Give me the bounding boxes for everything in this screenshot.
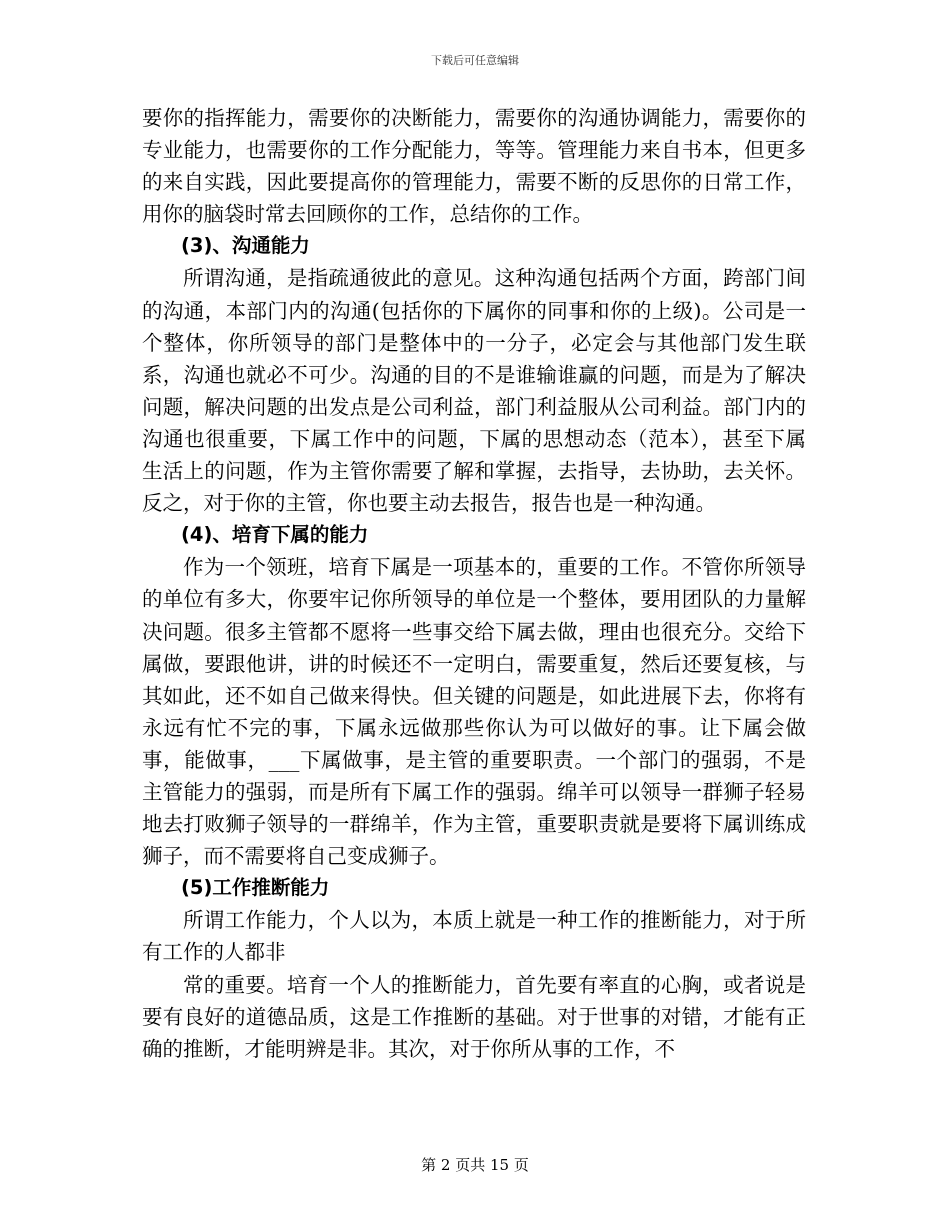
paragraph-training: 作为一个领班，培育下属是一项基本的，重要的工作。不管你所领导的单位有多大，你要牢记你所领导的单位是一个整体，要用团队的力量解决问题。很多主管都不愿将一些事交给下属去做，理由也很充分。交给下属做，要跟他讲，讲的时候还不一定明白，需要重复，然后还要复核，与其如此，还不如自己做来得快。但关键的问题是，如此进展下去，你将有永远有忙不完的事，下属永远做那些你认为可以做好的事。让下属会做事，能做事，___下属做事，是主管的重要职责。一个部门的强弱，不是主管能力的强弱，而是所有下属工作的强弱。绵羊可以领导一群狮子轻易地去打败狮子领导的一群绵羊，作为主管，重要职责就是要将下属训练成狮子，而不需要将自己变成狮子。: [142, 555, 806, 869]
paragraph-communication: 所谓沟通，是指疏通彼此的意见。这种沟通包括两个方面，跨部门间的沟通，本部门内的沟通(包括你的下属你的同事和你的上级)。公司是一个整体，你所领导的部门是整体中的一分子，必定会与其他部门发生联系，沟通也就必不可少。沟通的目的不是谁输谁赢的问题，而是为了解决问题，解决问题的出发点是公司利益，部门利益服从公司利益。部门内的沟通也很重要，下属工作中的问题，下属的思想动态（范本），甚至下属生活上的问题，作为主管你需要了解和掌握，去指导，去协助，去关怀。反之，对于你的主管，你也要主动去报告，报告也是一种沟通。: [142, 266, 806, 516]
page-number-footer: 第 2 页共 15 页: [421, 1156, 529, 1174]
section-heading-judgment: (5)工作推断能力: [181, 876, 330, 900]
section-heading-communication: (3)、沟通能力: [181, 234, 310, 258]
paragraph-management: 要你的指挥能力，需要你的决断能力，需要你的沟通协调能力，需要你的专业能力，也需要你的工作分配能力，等等。管理能力来自书本，但更多的来自实践，因此要提高你的管理能力，需要不断的反思你的日常工作，用你的脑袋时常去回顾你的工作，总结你的工作。: [142, 106, 806, 227]
document-body: [142, 102, 806, 1065]
paragraph-judgment-2: 常的重要。培育一个人的推断能力，首先要有率直的心胸，或者说是要有良好的道德品质，这是工作推断的基础。对于世事的对错，才能有正确的推断，才能明辨是非。其次，对于你所从事的工作，不: [142, 972, 806, 1061]
page-header: 下载后可任意编辑: [431, 54, 519, 67]
paragraph-judgment-1: 所谓工作能力，个人以为，本质上就是一种工作的推断能力，对于所有工作的人都非: [142, 908, 806, 965]
section-heading-training: (4)、培育下属的能力: [181, 523, 369, 547]
